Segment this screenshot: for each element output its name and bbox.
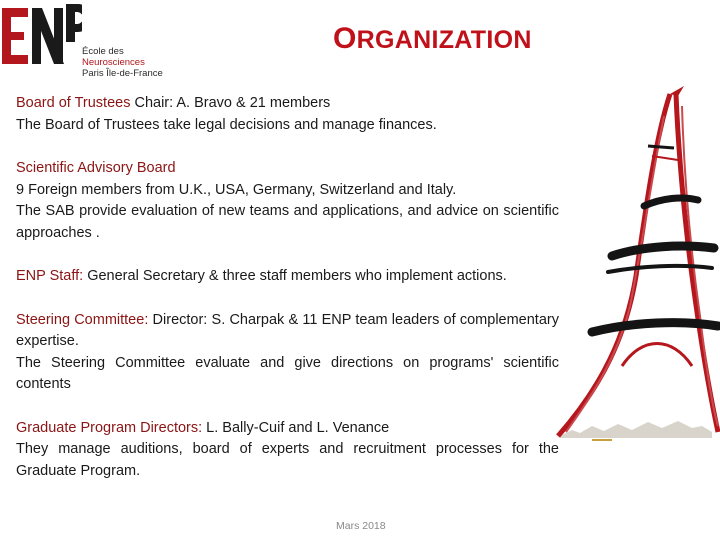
sab-members: 9 Foreign members from U.K., USA, Germany, Switzerland and Italy. [16,181,457,198]
logo-line-3: Paris Île-de-France [82,68,163,79]
logo-subtitle [82,46,163,79]
steering-heading: Steering Committee: [16,311,149,328]
sab-section [16,158,559,244]
staff-description: General Secretary & three staff members who implement actions. [83,268,507,284]
logo-line-1: École des [82,46,124,57]
graduate-directors: L. Bally-Cuif and L. Venance [202,419,390,436]
sab-description: The SAB provide evaluation of new teams and applications, and advice on scientific approaches . [16,203,559,241]
trustees-heading: Board of Trustees [16,95,131,111]
steering-director: Director: S. Charpak & 11 ENP team leaders of complementary expertise. [16,311,559,349]
enp-logo-icon [2,2,82,68]
graduate-section [16,418,559,483]
trustees-chair: Chair: A. Bravo & 21 members [130,95,331,111]
staff-section [16,266,559,288]
trustees-description: The Board of Trustees take legal decisions and manage finances. [16,116,437,133]
title-initial: O [333,22,357,55]
trustees-section [16,93,559,136]
title-rest: RGANIZATION [356,26,532,54]
enp-logo [2,2,172,78]
eiffel-tower-icon [552,86,720,446]
sab-heading: Scientific Advisory Board [16,160,176,176]
page-title [333,22,532,56]
footer-date: Mars 2018 [336,520,386,532]
organization-content [16,93,559,504]
steering-description: The Steering Committee evaluate and give directions on programs' scientific contents [16,354,559,392]
graduate-description: They manage auditions, board of experts and recruitment processes for the Graduate Program. [16,441,559,479]
logo-line-2: Neurosciences [82,57,145,68]
steering-section [16,310,559,396]
graduate-heading: Graduate Program Directors: [16,419,203,436]
staff-heading: ENP Staff: [16,268,84,284]
